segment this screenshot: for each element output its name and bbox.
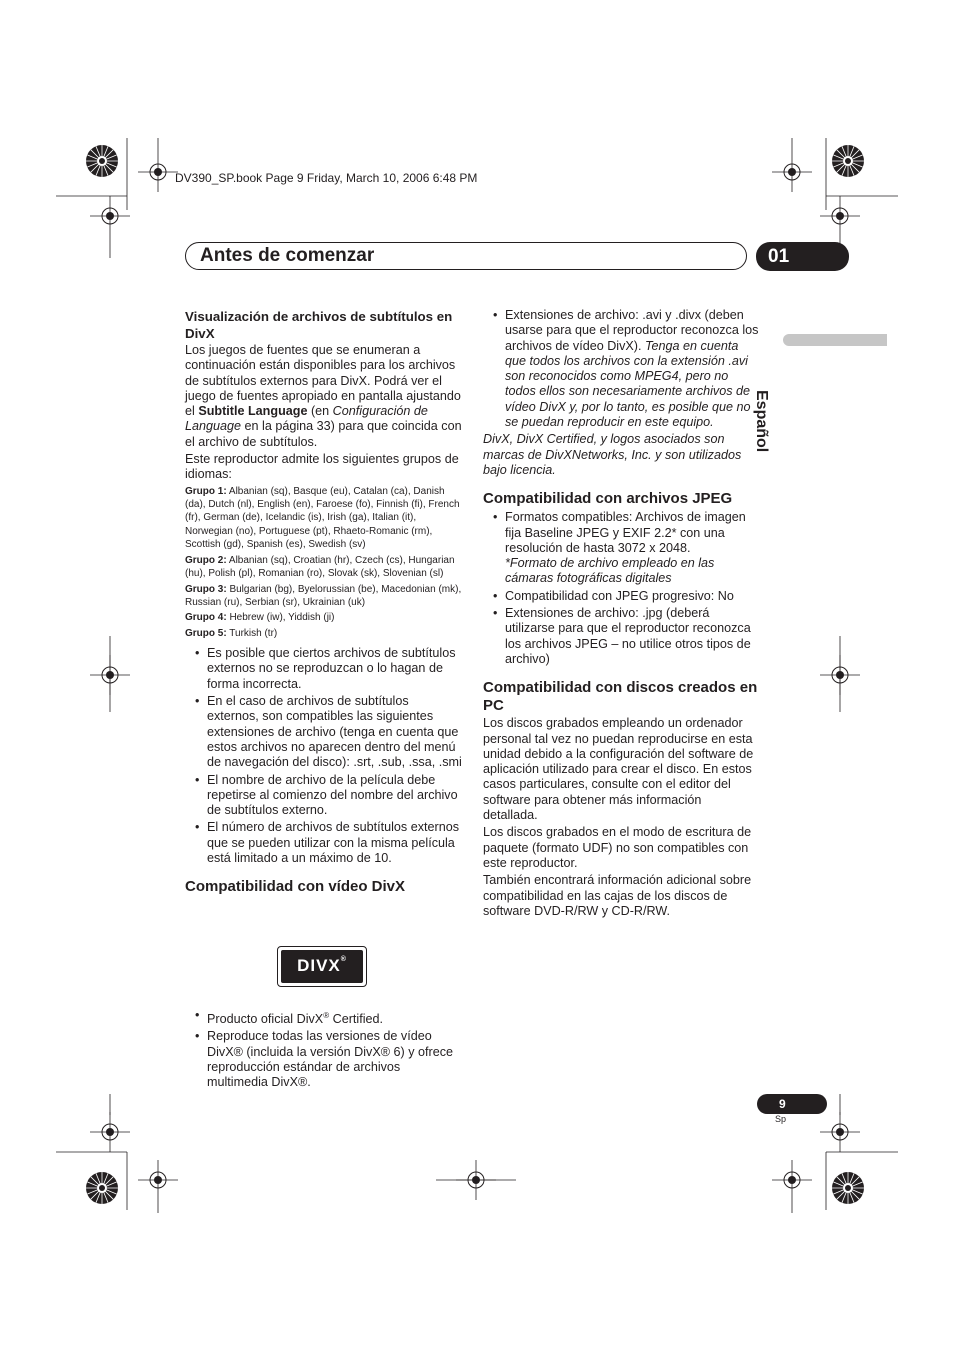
subtitles-heading: Visualización de archivos de subtítulos en DivX — [185, 309, 453, 341]
list-item — [483, 308, 759, 430]
list-item: • El número de archivos de subtítulos externos que se pueden utilizar con la misma película está limitado a un máximo de 10. — [185, 820, 463, 866]
language-group — [185, 554, 463, 581]
group-label: Grupo 2: — [185, 554, 227, 566]
group-text: Albanian (sq), Basque (eu), Catalan (ca), Danish (da), Dutch (nl), English (en), Faroese (fo), Finnish (fi), French (fr), German (de), Icelandic (is), Irish (ga), Italian (it), Norwegian (no), Portuguese (pt), Rhaeto-Romanic (rm), Scottish (gd), Spanish (es), Swedish (sv) — [185, 485, 460, 551]
pc-disc-paragraph: Los discos grabados en el modo de escritura de paquete (formato UDF) no son compatibles con este reproductor. — [483, 825, 752, 870]
list-item: • Reproduce todas las versiones de vídeo DivX® (incluida la versión DivX® 6) y ofrece reproducción estándar de archivos multimedia DivX®. — [185, 1029, 463, 1090]
group-text: Bulgarian (bg), Byelorussian (be), Macedonian (mk), Russian (ru), Serbian (sr), Ukrainian (uk) — [185, 583, 462, 608]
list-item: • En el caso de archivos de subtítulos externos, son compatibles las siguientes extensiones de archivo (tenga en cuenta que estos archivos no aparecen dentro del menú de navegación del disco): .srt, .sub, .ssa, .smi — [185, 694, 463, 770]
group-label: Grupo 3: — [185, 583, 227, 595]
divx-heading: Compatibilidad con vídeo DivX — [185, 878, 406, 896]
divx-cert-text-b: Certified. — [329, 1012, 384, 1027]
list-item: • Es posible que ciertos archivos de subtítulos externos no se reproduzcan o lo hagan de forma incorrecta. — [185, 646, 463, 692]
pc-disc-paragraph: También encontrará información adicional sobre compatibilidad en las cajas de los discos de software DVD-R/RW y CD-R/RW. — [483, 873, 752, 918]
list-item: • Compatibilidad con JPEG progresivo: No — [483, 589, 759, 604]
subtitles-paragraph — [185, 343, 463, 450]
list-item — [483, 510, 759, 586]
divx-logo-reg: ® — [340, 956, 347, 963]
chapter-number-badge: 01 — [756, 242, 849, 271]
subtitles-text-e: en la página 33) para que coincida con el archivo de subtítulos. — [185, 419, 462, 449]
pc-disc-paragraph: Los discos grabados empleando un ordenador personal tal vez no puedan reproducirse en esta unidad debido a la configuración del software de aplicación utilizado para crear el disco. En estos casos particulares, consulte con el editor del software para obtener más información detallada. — [483, 716, 754, 823]
divx-features — [185, 1008, 463, 1093]
divx-extension-list — [483, 308, 759, 430]
group-label: Grupo 4: — [185, 612, 227, 624]
list-item — [185, 1008, 463, 1027]
divx-logo-word: DIVX — [297, 956, 341, 975]
divx-trademark-note: DivX, DivX Certified, y logos asociados son marcas de DivXNetworks, Inc. y son utilizados bajo licencia. — [483, 432, 742, 477]
page-number-badge: 9 — [757, 1094, 827, 1114]
book-file-info: DV390_SP.book Page 9 Friday, March 10, 2006 6:48 PM — [175, 171, 478, 185]
divx-logo-text — [281, 956, 363, 976]
divx-logo-plate — [281, 950, 363, 983]
group-text: Turkish (tr) — [226, 627, 278, 639]
subtitle-language-setting: Subtitle Language — [198, 404, 308, 419]
language-tab-bar — [783, 334, 887, 346]
subtitle-notes-list — [185, 646, 463, 866]
subtitles-text-c: (en — [307, 404, 333, 419]
language-group — [185, 485, 463, 552]
page-language-code: Sp — [775, 1114, 787, 1124]
language-group — [185, 611, 463, 624]
list-item: • Extensiones de archivo: .jpg (deberá utilizarse para que el reproductor reconozca los archivos JPEG – no utilice otros tipos de archivo) — [483, 606, 759, 667]
right-column — [483, 308, 759, 921]
group-label: Grupo 1: — [185, 485, 227, 497]
pc-disc-heading: Compatibilidad con discos creados en PC — [483, 679, 758, 715]
language-tab-text: Español — [753, 390, 770, 453]
language-groups — [185, 485, 463, 640]
divx-logo — [277, 946, 367, 987]
extension-text: Extensiones de archivo: .avi y .divx (deben usarse para que el reproductor reconozca los archivos de vídeo DivX). — [505, 308, 759, 353]
left-column — [185, 308, 463, 898]
list-item: • El nombre de archivo de la película debe repetirse al comienzo del nombre del archivo de subtítulos externo. — [185, 773, 463, 819]
divx-cert-sup: ® — [323, 1011, 330, 1020]
divx-feature-list — [185, 1008, 463, 1091]
jpeg-format-note: *Formato de archivo empleado en las cámaras fotográficas digitales — [505, 556, 715, 586]
extension-note: Tenga en cuenta que todos los archivos con la extensión .avi son reconocidos como MPEG4, pero no todos ellos son necesariamente archivos de vídeo DivX y, por lo tanto, es posible que no se puedan reproducir en este equipo. — [505, 338, 751, 430]
language-group — [185, 627, 463, 640]
language-groups-intro: Este reproductor admite los siguientes grupos de idiomas: — [185, 452, 459, 482]
jpeg-format-text: Formatos compatibles: Archivos de imagen fija Baseline JPEG y EXIF 2.2* con una resolución de hasta 3072 x 2048. — [505, 510, 746, 555]
section-title: Antes de comenzar — [200, 245, 375, 266]
language-group — [185, 583, 463, 610]
jpeg-heading: Compatibilidad con archivos JPEG — [483, 490, 733, 508]
subtitles-text-a: Los juegos de fuentes que se enumeran a continuación están disponibles para los archivos de subtítulos externos para DivX. Podrá ver el juego de fuentes apropiado en pantalla ajustando el — [185, 343, 461, 419]
divx-cert-text: Producto oficial DivX — [207, 1012, 324, 1027]
group-label: Grupo 5: — [185, 627, 227, 639]
group-text: Albanian (sq), Croatian (hr), Czech (cs), Hungarian (hu), Polish (pl), Romanian (ro), Slovak (sk), Slovenian (sl) — [185, 554, 455, 580]
subtitles-text-d: Configuración de Language — [185, 404, 428, 434]
jpeg-list — [483, 510, 759, 667]
group-text: Hebrew (iw), Yiddish (ji) — [226, 612, 335, 624]
